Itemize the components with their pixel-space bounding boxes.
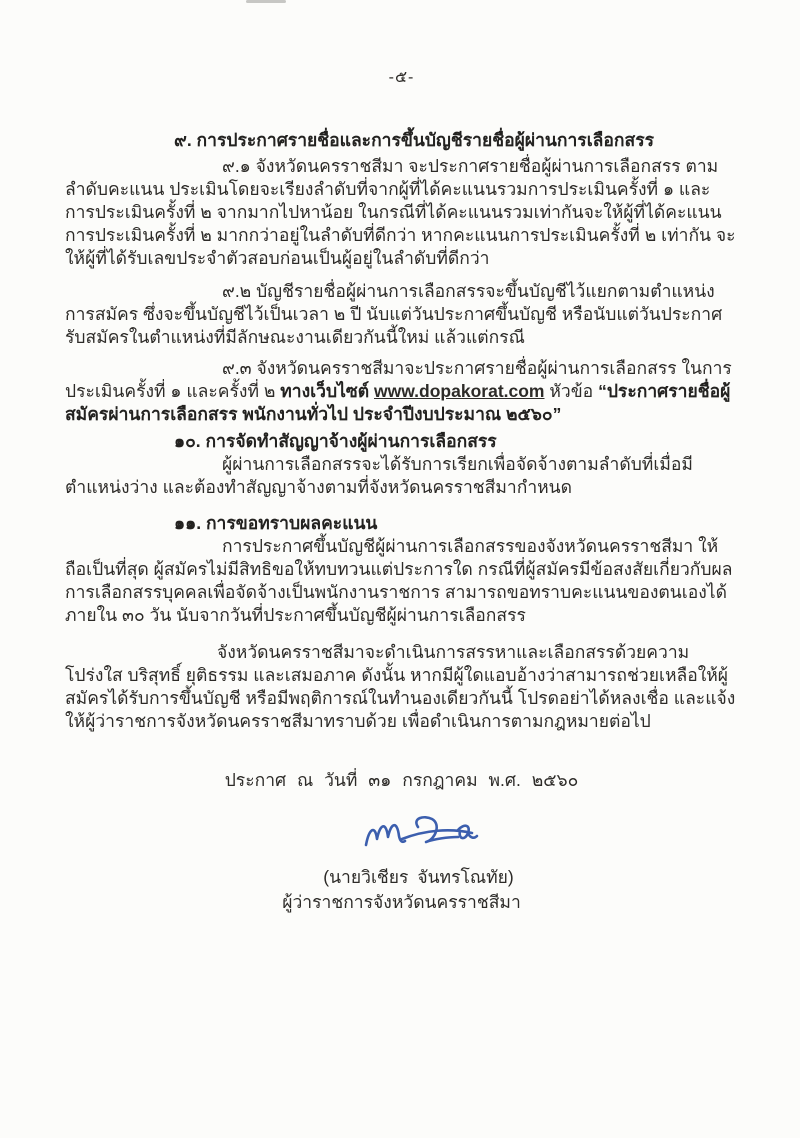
closing-paragraph: จังหวัดนครราชสีมาจะดำเนินการสรรหาและเลือกสรรด้วยความโปร่งใส บริสุทธิ์ ยุติธรรม และเสมอภาค ดังนั้น หากมีผู้ใดแอบอ้างว่าสามารถช่วยเหลือให้ผู้สมัครได้รับการขึ้นบัญชี หรือมีพฤติการณ์ในทำนองเดียวกันนี้ โปรดอย่าได้หลงเชื่อ และแจ้งให้ผู้ว่าราชการจังหวัดนครราชสีมาทราบด้วย เพื่อดำเนินการตามกฎหมายต่อไป (65, 642, 736, 731)
paragraph-9-2: ๙.๒ บัญชีรายชื่อผู้ผ่านการเลือกสรรจะขึ้นบัญชีไว้แยกตามตำแหน่งการสมัคร ซึ่งจะขึ้นบัญชีไว้เป็นเวลา ๒ ปี นับแต่วันประกาศขึ้นบัญชี หรือนับแต่วันประกาศรับสมัครในตำแหน่งที่มีลักษณะงานเดียวกันนี้ใหม่ แล้วแต่กรณี (65, 281, 723, 347)
paragraph-9-3-lead: ๙.๓ จังหวัดนครราชสีมาจะประกาศรายชื่อผู้ผ่านการเลือกสรร ในการประเมินครั้งที่ ๑ และครั้งที่ ๒ (65, 358, 732, 401)
paragraph-10: ผู้ผ่านการเลือกสรรจะได้รับการเรียกเพื่อจัดจ้างตามลำดับที่เมื่อมีตำแหน่งว่าง และต้องทำสัญญาจ้างตามที่จังหวัดนครราชสีมากำหนด (65, 454, 693, 497)
paragraph-9-3 (65, 357, 738, 426)
signatory-title: ผู้ว่าราชการจังหวัดนครราชสีมา (282, 892, 521, 912)
paragraph-11: การประกาศขึ้นบัญชีผู้ผ่านการเลือกสรรของจังหวัดนครราชสีมา ให้ถือเป็นที่สุด ผู้สมัครไม่มีสิทธิขอให้ทบทวนแต่ประการใด กรณีที่ผู้สมัครมีข้อสงสัยเกี่ยวกับผลการเลือกสรรบุคคลเพื่อจัดจ้างเป็นพนักงานราชการ สามารถขอทราบคะแนนของตนเองได้ ภายใน ๓๐ วัน นับจากวันที่ประกาศขึ้นบัญชีผู้ผ่านการเลือกสรร (65, 536, 733, 625)
paragraph-9-1: ๙.๑ จังหวัดนครราชสีมา จะประกาศรายชื่อผู้ผ่านการเลือกสรร ตามลำดับคะแนน ประเมินโดยจะเรียงลำดับที่จากผู้ที่ได้คะแนนรวมการประเมินครั้งที่ ๑ และการประเมินครั้งที่ ๒ จากมากไปหาน้อย ในกรณีที่ได้คะแนนรวมเท่ากันจะให้ผู้ที่ได้คะแนนการประเมินครั้งที่ ๒ มากกว่าอยู่ในลำดับที่ดีกว่า หากคะแนนการประเมินครั้งที่ ๒ เท่ากัน จะให้ผู้ที่ได้รับเลขประจำตัวสอบก่อนเป็นผู้อยู่ในลำดับที่ดีกว่า (65, 156, 736, 268)
section-9-heading: ๙. การประกาศรายชื่อและการขึ้นบัญชีรายชื่อผู้ผ่านการเลือกสรร (174, 130, 654, 150)
section-11-heading: ๑๑. การขอทราบผลคะแนน (174, 513, 378, 533)
page-number: -๕- (388, 69, 415, 86)
promulgation-date: ประกาศ ณ วันที่ ๓๑ กรกฎาคม พ.ศ. ๒๕๖๐ (224, 770, 579, 790)
signature-image (84, 814, 757, 860)
topic-label: หัวข้อ (544, 381, 599, 401)
handwritten-signature-icon (360, 814, 482, 858)
document-body (65, 0, 738, 914)
website-label: ทางเว็บไซต์ (280, 381, 374, 401)
topic-title: “ประกาศรายชื่อผู้สมัครผ่านการเลือกสรร พนักงานทั่วไป ประจำปีงบประมาณ ๒๕๖๐” (65, 381, 731, 424)
section-10-heading: ๑๐. การจัดทำสัญญาจ้างผู้ผ่านการเลือกสรร (174, 431, 497, 451)
website-link[interactable]: www.dopakorat.com (374, 381, 545, 401)
signatory-name: (นายวิเชียร จันทรโณทัย) (323, 867, 514, 887)
